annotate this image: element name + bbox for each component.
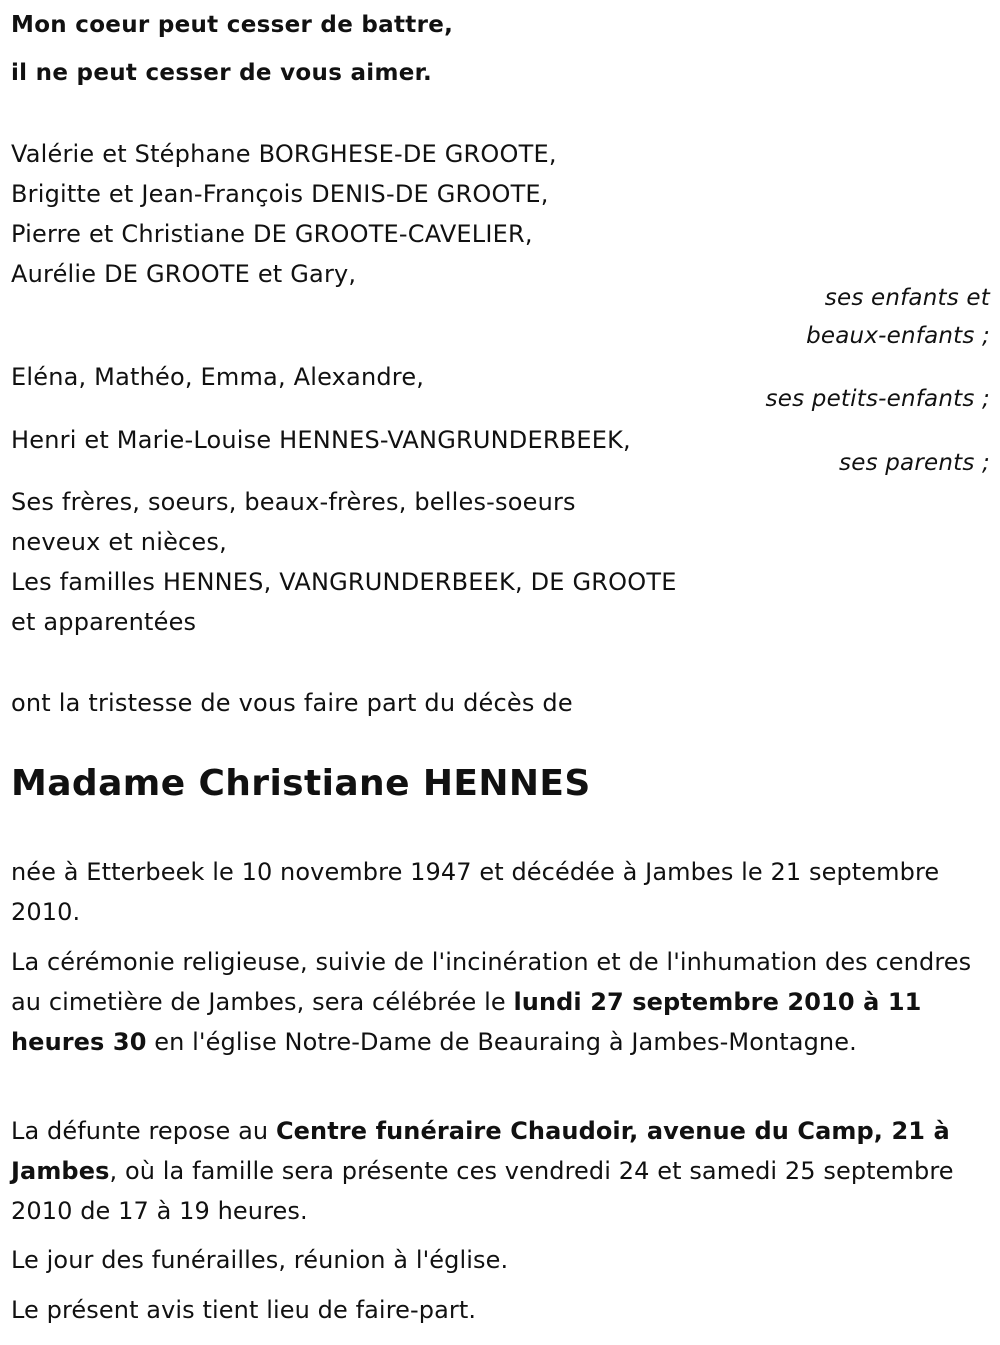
epigraph-line-1: Mon coeur peut cesser de battre, bbox=[11, 12, 454, 38]
children-line-2: Brigitte et Jean-François DENIS-DE GROOTE, bbox=[11, 180, 549, 208]
ceremony-date: lundi 27 septembre 2010 à 11 heures 30 bbox=[11, 988, 922, 1056]
children-line-1: Valérie et Stéphane BORGHESE-DE GROOTE, bbox=[11, 140, 557, 168]
extended-family-line-3: Les familles HENNES, VANGRUNDERBEEK, DE GROOTE bbox=[11, 568, 677, 596]
grandchildren-relation: ses petits-enfants ; bbox=[765, 386, 990, 412]
deceased-name: Madame Christiane HENNES bbox=[11, 763, 591, 804]
viewing-text-after: , où la famille sera présente ces vendredi 24 et samedi 25 septembre 2010 de 17 à 19 heures. bbox=[11, 1157, 954, 1225]
parents-relation: ses parents ; bbox=[839, 450, 990, 476]
ceremony-text-before: La cérémonie religieuse, suivie de l'incinération et de l'inhumation des cendres au cimetière de Jambes, sera célébrée le bbox=[11, 948, 972, 1016]
birth-death-paragraph: née à Etterbeek le 10 novembre 1947 et décédée à Jambes le 21 septembre 2010. bbox=[11, 858, 940, 926]
epigraph-line-2: il ne peut cesser de vous aimer. bbox=[11, 60, 433, 86]
ceremony-paragraph bbox=[11, 942, 986, 1062]
children-line-4: Aurélie DE GROOTE et Gary, bbox=[11, 260, 357, 288]
viewing-paragraph bbox=[11, 1111, 986, 1231]
announcement-text: ont la tristesse de vous faire part du décès de bbox=[11, 689, 573, 717]
viewing-place: Centre funéraire Chaudoir, avenue du Camp, 21 à Jambes bbox=[11, 1117, 950, 1185]
children-line-3: Pierre et Christiane DE GROOTE-CAVELIER, bbox=[11, 220, 533, 248]
parents-names: Henri et Marie-Louise HENNES-VANGRUNDERBEEK, bbox=[11, 426, 631, 454]
children-relation-line-1: ses enfants et bbox=[824, 285, 990, 311]
grandchildren-names: Eléna, Mathéo, Emma, Alexandre, bbox=[11, 363, 425, 391]
extended-family-line-1: Ses frères, soeurs, beaux-frères, belles-soeurs bbox=[11, 488, 576, 516]
ceremony-text-after: en l'église Notre-Dame de Beauraing à Jambes-Montagne. bbox=[146, 1028, 857, 1056]
notice-paragraph: Le présent avis tient lieu de faire-part. bbox=[11, 1296, 477, 1324]
viewing-text-before: La défunte repose au bbox=[11, 1117, 276, 1145]
extended-family-line-2: neveux et nièces, bbox=[11, 528, 227, 556]
meeting-paragraph: Le jour des funérailles, réunion à l'église. bbox=[11, 1246, 509, 1274]
children-relation-line-2: beaux-enfants ; bbox=[806, 323, 990, 349]
extended-family-line-4: et apparentées bbox=[11, 608, 197, 636]
